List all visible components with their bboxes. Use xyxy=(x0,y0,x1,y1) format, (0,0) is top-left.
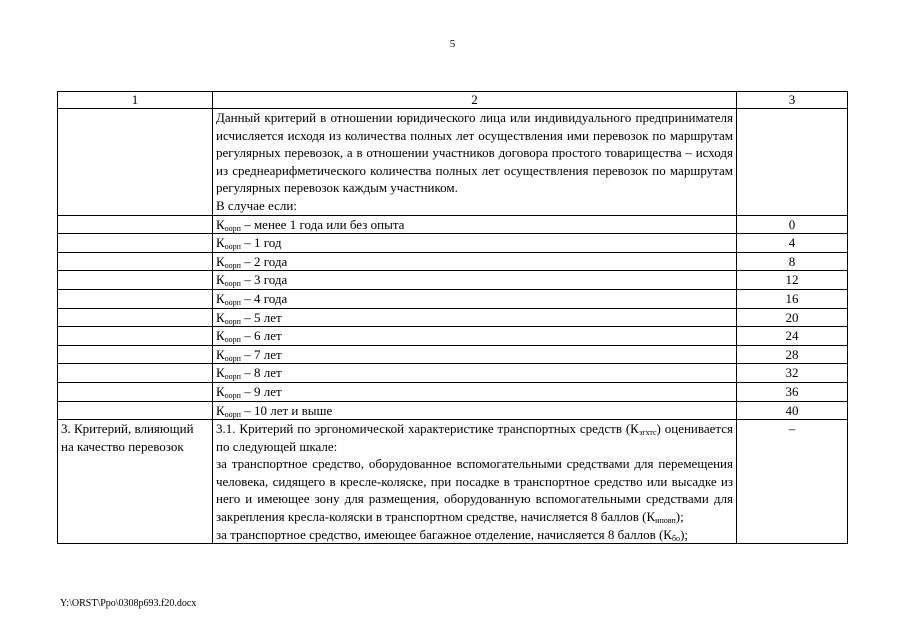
criteria-table xyxy=(57,91,848,544)
table-row xyxy=(58,271,848,290)
criterion-3-description: 3.1. Критерий по эргономической характеристике транспортных средств $(К_{эгхтс})$ оценивается по следующей шкале: за транспортное средство, оборудованное вспомогательными средствами для перемещения человека, сидящего в кресле-коляске, при посадке в транспортное средство или высадке из него и имеющее зону для размещения, оборудованную вспомогательными средствами для закрепления кресла-коляски в транспортном средстве, начисляется 8 баллов $(К_{иповп})$; за транспортное средство, имеющее багажное отделение, начисляется 8 баллов $(К_{бо})$; xyxy=(213,420,737,544)
intro-row xyxy=(58,109,848,216)
row-empty-cell xyxy=(58,308,213,327)
table-row xyxy=(58,252,848,271)
row-empty-cell xyxy=(58,401,213,420)
header-col-1: 1 xyxy=(58,92,213,109)
row-condition: $К_{оорп} - 6$ лет xyxy=(213,327,737,346)
table-row xyxy=(58,289,848,308)
row-score: 36 xyxy=(737,382,848,401)
table-row xyxy=(58,234,848,253)
row-condition: $К_{оорп} - 8$ лет xyxy=(213,364,737,383)
row-score: 20 xyxy=(737,308,848,327)
row-score: 28 xyxy=(737,345,848,364)
row-score: 0 xyxy=(737,215,848,234)
row-condition: $К_{оорп} - 7$ лет xyxy=(213,345,737,364)
table-row xyxy=(58,401,848,420)
file-path-footer: Y:\ORST\Ppo\0308p693.f20.docx xyxy=(60,598,197,609)
row-empty-cell xyxy=(58,364,213,383)
row-condition: $К_{оорп} - 4$ года xyxy=(213,289,737,308)
row-condition: $К_{оорп} - 1$ год xyxy=(213,234,737,253)
row-score: 24 xyxy=(737,327,848,346)
row-empty-cell xyxy=(58,252,213,271)
case-label: В случае если: xyxy=(216,197,297,213)
criterion-3-title: 3. Критерий, влияющий на качество перевозок xyxy=(58,420,213,544)
row-empty-cell xyxy=(58,271,213,290)
row-empty-cell xyxy=(58,289,213,308)
table-row xyxy=(58,382,848,401)
row-condition: $К_{оорп} - 5$ лет xyxy=(213,308,737,327)
header-col-3: 3 xyxy=(737,92,848,109)
row-empty-cell xyxy=(58,215,213,234)
row-empty-cell xyxy=(58,345,213,364)
table-row xyxy=(58,308,848,327)
row-score: 4 xyxy=(737,234,848,253)
row-score: 40 xyxy=(737,401,848,420)
row-condition: $К_{оорп} - 2$ года xyxy=(213,252,737,271)
row-empty-cell xyxy=(58,327,213,346)
table-row xyxy=(58,215,848,234)
intro-cell xyxy=(213,109,737,216)
table-header-row xyxy=(58,92,848,109)
row-condition: $К_{оорп} - 10$ лет и выше xyxy=(213,401,737,420)
criterion-3-score: – xyxy=(737,420,848,544)
row-empty-cell xyxy=(58,382,213,401)
criterion-3-row xyxy=(58,420,848,544)
table-row xyxy=(58,364,848,383)
row-condition: $К_{оорп} - 3$ года xyxy=(213,271,737,290)
row-score: 16 xyxy=(737,289,848,308)
row-condition: $К_{оорп} - 9$ лет xyxy=(213,382,737,401)
intro-empty-cell xyxy=(58,109,213,216)
row-score: 12 xyxy=(737,271,848,290)
row-score: 32 xyxy=(737,364,848,383)
table-row xyxy=(58,327,848,346)
intro-text: Данный критерий в отношении юридического лица или индивидуального предпринимателя исчисляется исходя из количества полных лет осуществления ими перевозок по маршрутам регулярных перевозок, а в отношении участников договора простого товарищества – исходя из среднеарифметического количества полных лет осуществления перевозок по маршрутам регулярных перевозок каждым участником. xyxy=(216,110,733,196)
row-condition: $К_{оорп}$ – менее 1 года или без опыта xyxy=(213,215,737,234)
header-col-2: 2 xyxy=(213,92,737,109)
table-row xyxy=(58,345,848,364)
row-empty-cell xyxy=(58,234,213,253)
page-number: 5 xyxy=(449,38,456,50)
row-score: 8 xyxy=(737,252,848,271)
intro-score-cell xyxy=(737,109,848,216)
